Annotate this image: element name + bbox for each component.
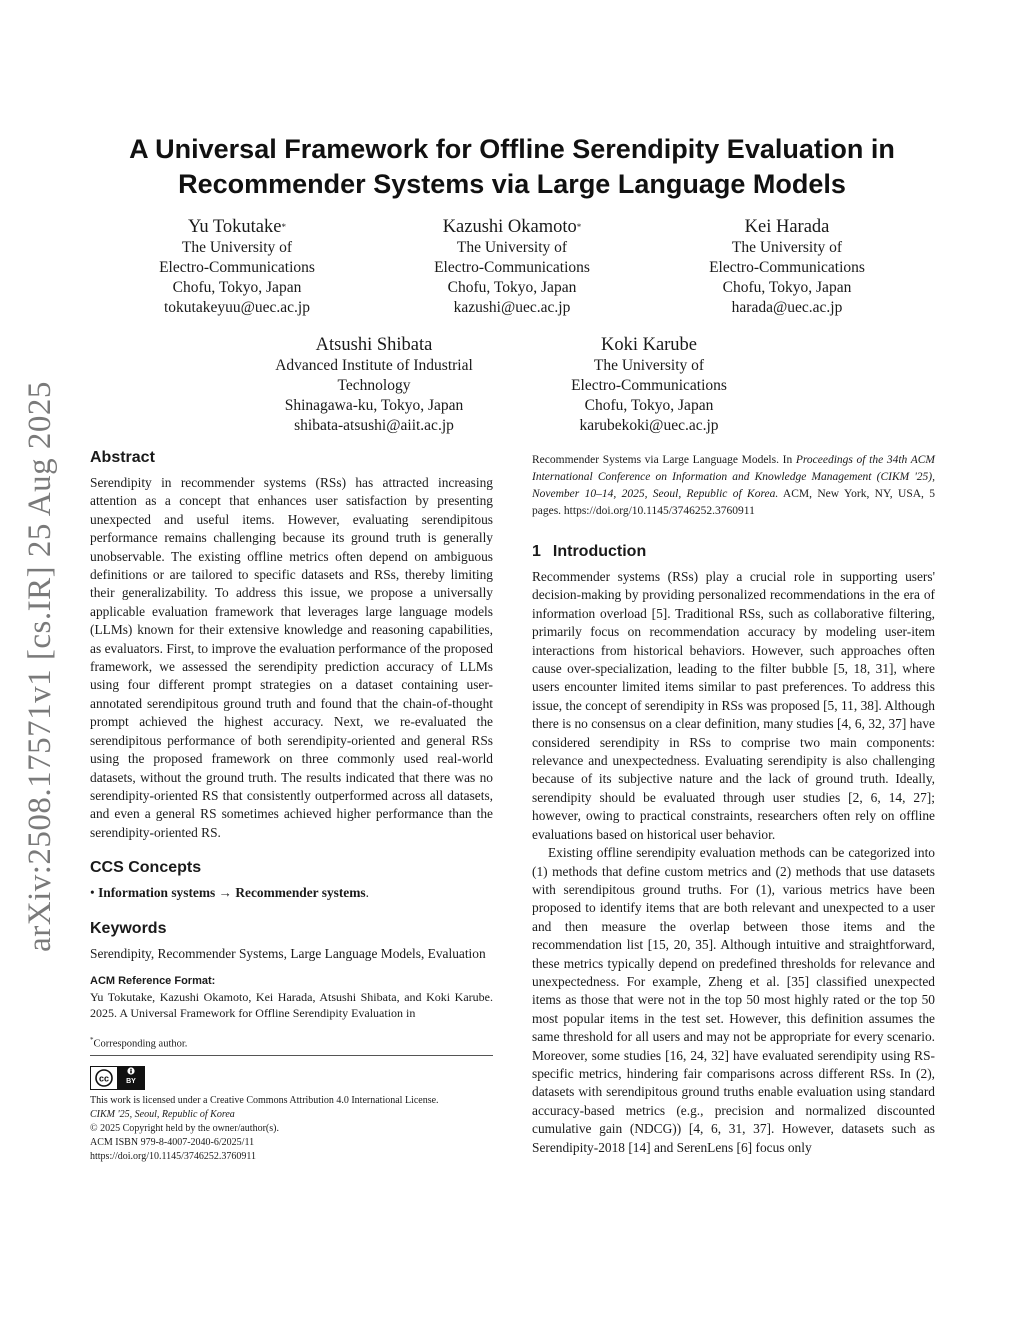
right-column bbox=[532, 452, 935, 1157]
keywords-heading: Keywords bbox=[90, 919, 167, 937]
abstract-heading: Abstract bbox=[90, 449, 155, 466]
author-affiliation: The University of bbox=[593, 357, 705, 374]
license-statement: This work is licensed under a Creative Commons Attribution 4.0 International License. bbox=[90, 1095, 439, 1107]
author-affiliation: Electro-Communications bbox=[159, 259, 315, 276]
author-affiliation: Electro-Communications bbox=[709, 259, 865, 276]
ccs-concepts: • Information systems → Recommender systems. bbox=[90, 885, 369, 901]
title-line-2: Recommender Systems via Large Language Models bbox=[178, 169, 846, 199]
creative-commons-icon bbox=[90, 1066, 145, 1090]
author-name: Kei Harada bbox=[744, 217, 830, 237]
cc-mark bbox=[91, 1067, 118, 1089]
paper-title bbox=[60, 132, 964, 202]
ccs-section bbox=[90, 858, 493, 902]
author-affiliation: The University of bbox=[181, 239, 293, 256]
author-affiliation: The University of bbox=[731, 239, 843, 256]
left-column bbox=[90, 448, 493, 1164]
title-line-1: A Universal Framework for Offline Serendipity Evaluation in bbox=[129, 134, 895, 164]
author-affiliation: Electro-Communications bbox=[571, 377, 727, 394]
svg-text:cc: cc bbox=[98, 1073, 110, 1084]
author-name: Kazushi Okamoto* bbox=[442, 217, 582, 237]
keywords-section bbox=[90, 919, 493, 963]
author-block bbox=[117, 216, 357, 318]
author-location: Chofu, Tokyo, Japan bbox=[447, 279, 577, 296]
author-affiliation: Advanced Institute of Industrial bbox=[275, 357, 473, 374]
author-email: kazushi@uec.ac.jp bbox=[453, 299, 571, 316]
arxiv-identifier-text: arXiv:2508.17571v1 [cs.IR] 25 Aug 2025 bbox=[21, 380, 58, 952]
author-location: Chofu, Tokyo, Japan bbox=[722, 279, 852, 296]
author-email: harada@uec.ac.jp bbox=[731, 299, 843, 316]
conference-venue: CIKM '25, Seoul, Republic of Korea bbox=[90, 1109, 235, 1121]
author-block bbox=[529, 334, 769, 436]
introduction-paragraph-2: Existing offline serendipity evaluation methods can be categorized into (1) methods that define custom metrics and (2) methods that use datasets with serendipitous ground truths. For (1), various metrics have been proposed to identify items that are both relevant and unexpected to a user and then measure the overlap between those items and the recommendation list [15, 20, 35]. Although intuitive and straightforward, these metrics typically depend on predefined thresholds for relevance and unexpectedness. For example, Zheng et al. [35] classified unexpected items as those that were not in the top 50 most highly rated or the top 50 most popular items in the test set. However, this definition assumes the same threshold for all users and may not be appropriate for every scenario. Moreover, some studies [16, 24, 32] have evaluated serendipity using RS-specific metrics, hindering fair comparisons across different RSs. In (2), datasets with serendipitous ground truths enable evaluation using standard accuracy-based metrics (e.g., precision and normalized discounted cumulative gain (NDCG)) [4, 6, 31, 37]. However, datasets such as Serendipity-2018 [14] and SerenLens [6] focus only bbox=[532, 845, 935, 1155]
author-affiliation: Electro-Communications bbox=[434, 259, 590, 276]
author-email: tokutakeyuu@uec.ac.jp bbox=[164, 299, 310, 316]
author-affiliation: Technology bbox=[337, 377, 411, 394]
isbn: ACM ISBN 979-8-4007-2040-6/2025/11 bbox=[90, 1137, 255, 1149]
arxiv-identifier bbox=[8, 375, 72, 957]
copyright: © 2025 Copyright held by the owner/author(s). bbox=[90, 1123, 279, 1135]
acm-reference-heading: ACM Reference Format: bbox=[90, 974, 216, 987]
abstract-text: Serendipity in recommender systems (RSs) has attracted increasing attention as a concept that enhances user satisfaction by presenting unexpected and useful items. However, evaluating serendipitous performance remains challenging because its ground truth is generally unobservable. The existing offline metrics often depend on ambiguous definitions or are tailored to specific datasets and RSs, thereby limiting their generalizability. To address this issue, we propose a universally applicable evaluation framework that leverages large language models (LLMs) known for their extensive knowledge and reasoning capabilities, as evaluators. First, to improve the evaluation performance of the proposed framework, we assessed the serendipity prediction accuracy of LLMs using four different prompt strategies on a dataset containing user-annotated serendipitous ground truth and found that the chain-of-thought prompt achieved the highest accuracy. Next, we re-evaluated the serendipitous performance of both serendipity-oriented and general RSs using the proposed framework on three commonly used real-world datasets, without the ground truth. The results indicated that there was no serendipity-oriented RS that consistently outperformed across all datasets, and even a general RS sometimes achieved higher performance than the serendipity-oriented RS. bbox=[90, 475, 493, 840]
author-location: Chofu, Tokyo, Japan bbox=[584, 397, 714, 414]
author-name: Atsushi Shibata bbox=[315, 335, 433, 355]
author-block bbox=[667, 216, 907, 318]
keywords-text: Serendipity, Recommender Systems, Large Language Models, Evaluation bbox=[90, 945, 486, 961]
author-name: Yu Tokutake* bbox=[188, 217, 286, 237]
doi-link[interactable]: https://doi.org/10.1145/3746252.3760911 bbox=[90, 1151, 257, 1163]
introduction-heading: 1 Introduction bbox=[532, 543, 647, 560]
author-block bbox=[254, 334, 494, 436]
ccs-heading: CCS Concepts bbox=[90, 859, 202, 877]
author-email: karubekoki@uec.ac.jp bbox=[579, 417, 719, 434]
author-name: Koki Karube bbox=[600, 335, 698, 355]
author-location: Shinagawa-ku, Tokyo, Japan bbox=[284, 397, 464, 414]
attribution-mark: BY bbox=[118, 1067, 144, 1089]
acm-reference-text: Yu Tokutake, Kazushi Okamoto, Kei Harada, Atsushi Shibata, and Koki Karube. 2025. A Universal Framework for Offline Serendipity Evaluation in bbox=[90, 989, 493, 1021]
acm-reference-continued: Recommender Systems via Large Language Models. In Proceedings of the 34th ACM International Conference on Information and Knowledge Management (CIKM '25), November 10–14, 2025, Seoul, Republic of Korea. ACM, New York, NY, USA, 5 pages. https://doi.org/10.1145/3746252.3760911 bbox=[532, 454, 935, 517]
author-location: Chofu, Tokyo, Japan bbox=[172, 279, 302, 296]
corresponding-author-footnote: *Corresponding author. bbox=[90, 1036, 493, 1057]
license-block bbox=[90, 1066, 493, 1164]
introduction-paragraph-1: Recommender systems (RSs) play a crucial role in supporting users' decision-making by providing personalized recommendations in the era of information overload [5]. Traditional RSs, such as collaborative filtering, primarily focus on recommendation accuracy by modeling user-item interactions from historical behaviors. However, such approaches often cause over-specialization, leading to the filter bubble [5, 18, 31], where users encounter limited items similar to past preferences. To address this issue, the concept of serendipity in RSs was proposed [5, 11, 38]. Although there is no consensus on a clear definition, many studies [4, 6, 32, 37] have considered serendipity in RSs to comprise two main components: relevance and unexpectedness. Evaluating serendipity is also challenging because of its subjective nature and the lack of ground truth. Ideally, serendipity should be evaluated through user studies [2, 6, 14, 27]; however, owing to practical constraints, researchers often rely on offline evaluations based on historical user behavior. bbox=[532, 569, 935, 842]
author-affiliation: The University of bbox=[456, 239, 568, 256]
author-block bbox=[392, 216, 632, 318]
author-email: shibata-atsushi@aiit.ac.jp bbox=[294, 417, 454, 434]
